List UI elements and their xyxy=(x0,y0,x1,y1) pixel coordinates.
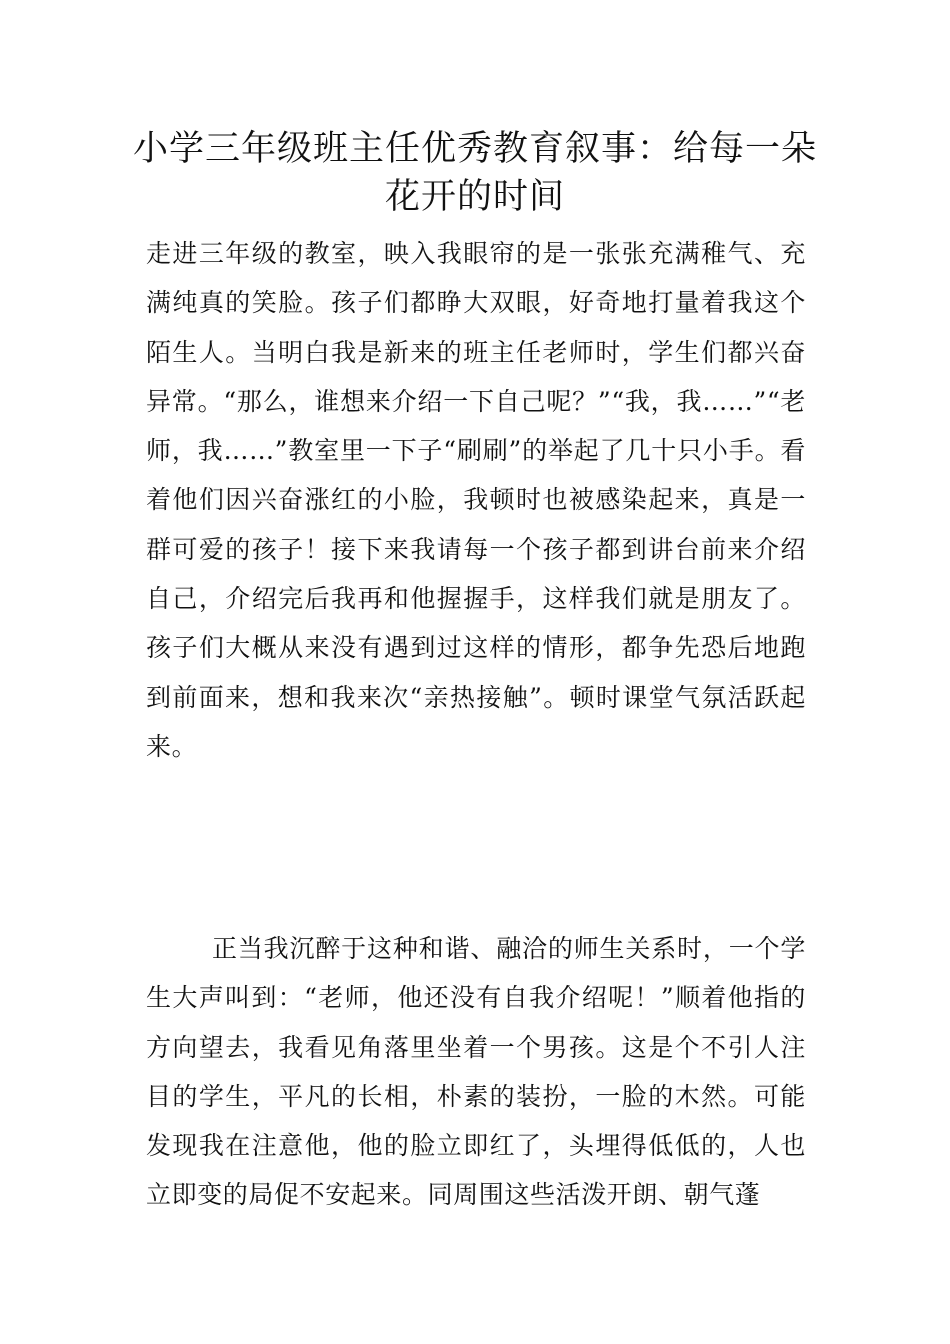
body-paragraph-2: 正当我沉醉于这种和谐、融洽的师生关系时，一个学生大声叫到：“老师，他还没有自我介绍呢！”顺着他指的方向望去，我看见角落里坐着一个男孩。这是个不引人注目的学生，平凡的长相，朴素的装扮，一脸的木然。可能发现我在注意他，他的脸立即红了，头埋得低低的，人也立即变的局促不安起来。同周围这些活泼开朗、朝气蓬 xyxy=(146,934,806,1210)
document-title: 小学三年级班主任优秀教育叙事：给每一朵花开的时间 xyxy=(132,129,817,217)
body-paragraph-1: 走进三年级的教室，映入我眼帘的是一张张充满稚气、充满纯真的笑脸。孩子们都睁大双眼，好奇地打量着我这个陌生人。当明白我是新来的班主任老师时，学生们都兴奋异常。“那么，谁想来介绍一下自己呢？”“我，我……”“老师，我……”教室里一下子“刷刷”的举起了几十只小手。看着他们因兴奋涨红的小脸，我顿时也被感染起来，真是一群可爱的孩子！接下来我请每一个孩子都到讲台前来介绍自己，介绍完后我再和他握握手，这样我们就是朋友了。孩子们大概从来没有遇到过这样的情形，都争先恐后地跑到前面来，想和我来次“亲热接触”。顿时课堂气氛活跃起来。 xyxy=(146,239,806,761)
